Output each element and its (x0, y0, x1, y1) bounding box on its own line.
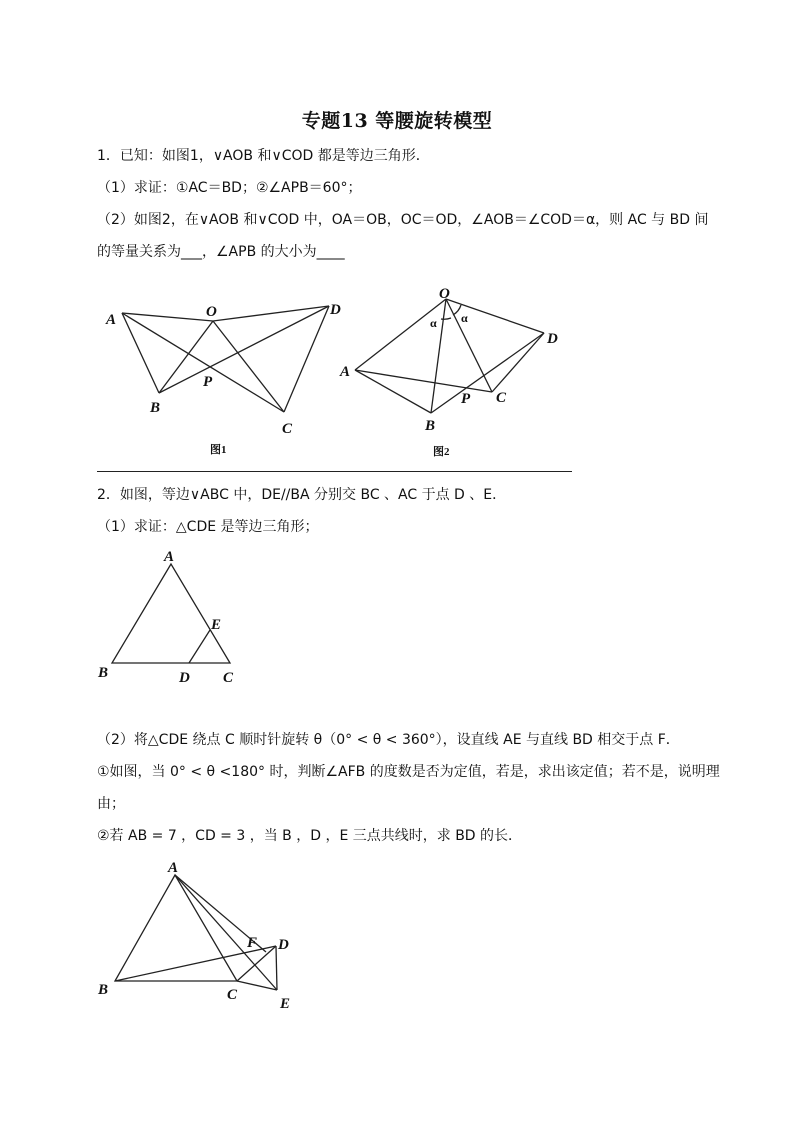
fig3-label-E: E (211, 617, 222, 633)
fig3-label-B: B (98, 665, 109, 681)
fig3-label-C: C (223, 670, 234, 686)
fig2-label-alpha-2: α (461, 311, 468, 325)
fig1-label-P: P (203, 374, 213, 390)
fig4-label-E: E (280, 996, 291, 1012)
fig4-label-C: C (227, 987, 238, 1003)
fig1-label-D: D (330, 302, 341, 318)
fig1-label-A: A (106, 312, 117, 328)
fig2-label-A: A (340, 364, 351, 380)
fig1-label-B: B (150, 400, 161, 416)
fig2-caption: 图2 (433, 446, 450, 458)
fig2-label-O: O (439, 286, 450, 302)
fig1-label-O: O (206, 304, 217, 320)
q2-stem: 2．如图，等边∨ABC 中，DE//BA 分别交 BC 、AC 于点 D 、E． (97, 487, 507, 503)
fig2-label-D: D (547, 331, 558, 347)
q1-part2-line2: 的等量关系为___，∠APB 的大小为____ (97, 244, 345, 260)
q1-part2-line1: （2）如图2，在∨AOB 和∨COD 中，OA＝OB，OC＝OD，∠AOB＝∠COD＝α，则 AC 与 BD 间 (97, 212, 709, 228)
fig1-caption: 图1 (210, 444, 227, 456)
fig2-label-alpha-1: α (430, 316, 437, 330)
fig1-label-C: C (282, 421, 293, 437)
fig3-label-A: A (164, 549, 175, 565)
q1-stem: 1．已知：如图1，∨AOB 和∨COD 都是等边三角形． (97, 148, 430, 164)
figure-4-lines (115, 875, 277, 990)
q2-sub1-line1: ①如图，当 0° < θ <180° 时，判断∠AFB 的度数是否为定值，若是，求出该定值；若不是，说明理 (97, 764, 720, 780)
fig2-label-B: B (425, 418, 436, 434)
fig4-label-D: D (278, 937, 289, 953)
q2-part2: （2）将△CDE 绕点 C 顺时针旋转 θ（0° < θ < 360°），设直线 AE 与直线 BD 相交于点 F． (97, 732, 680, 748)
fig4-label-A: A (168, 860, 179, 876)
fig2-label-C: C (496, 390, 507, 406)
q1-part1: （1）求证：①AC＝BD；②∠APB＝60°； (97, 180, 362, 196)
fig3-label-D: D (179, 670, 190, 686)
fig4-label-B: B (98, 982, 109, 998)
q2-sub1-line2: 由； (97, 796, 125, 812)
fig4-label-F: F (247, 935, 258, 951)
fig2-label-P: P (461, 391, 471, 407)
q2-sub2: ②若 AB = 7 ，CD = 3 ，当 B ，D ，E 三点共线时，求 BD 的长． (97, 828, 523, 844)
page-title: 专题13 等腰旋转模型 (301, 110, 493, 132)
q2-part1: （1）求证：△CDE 是等边三角形； (97, 519, 319, 535)
